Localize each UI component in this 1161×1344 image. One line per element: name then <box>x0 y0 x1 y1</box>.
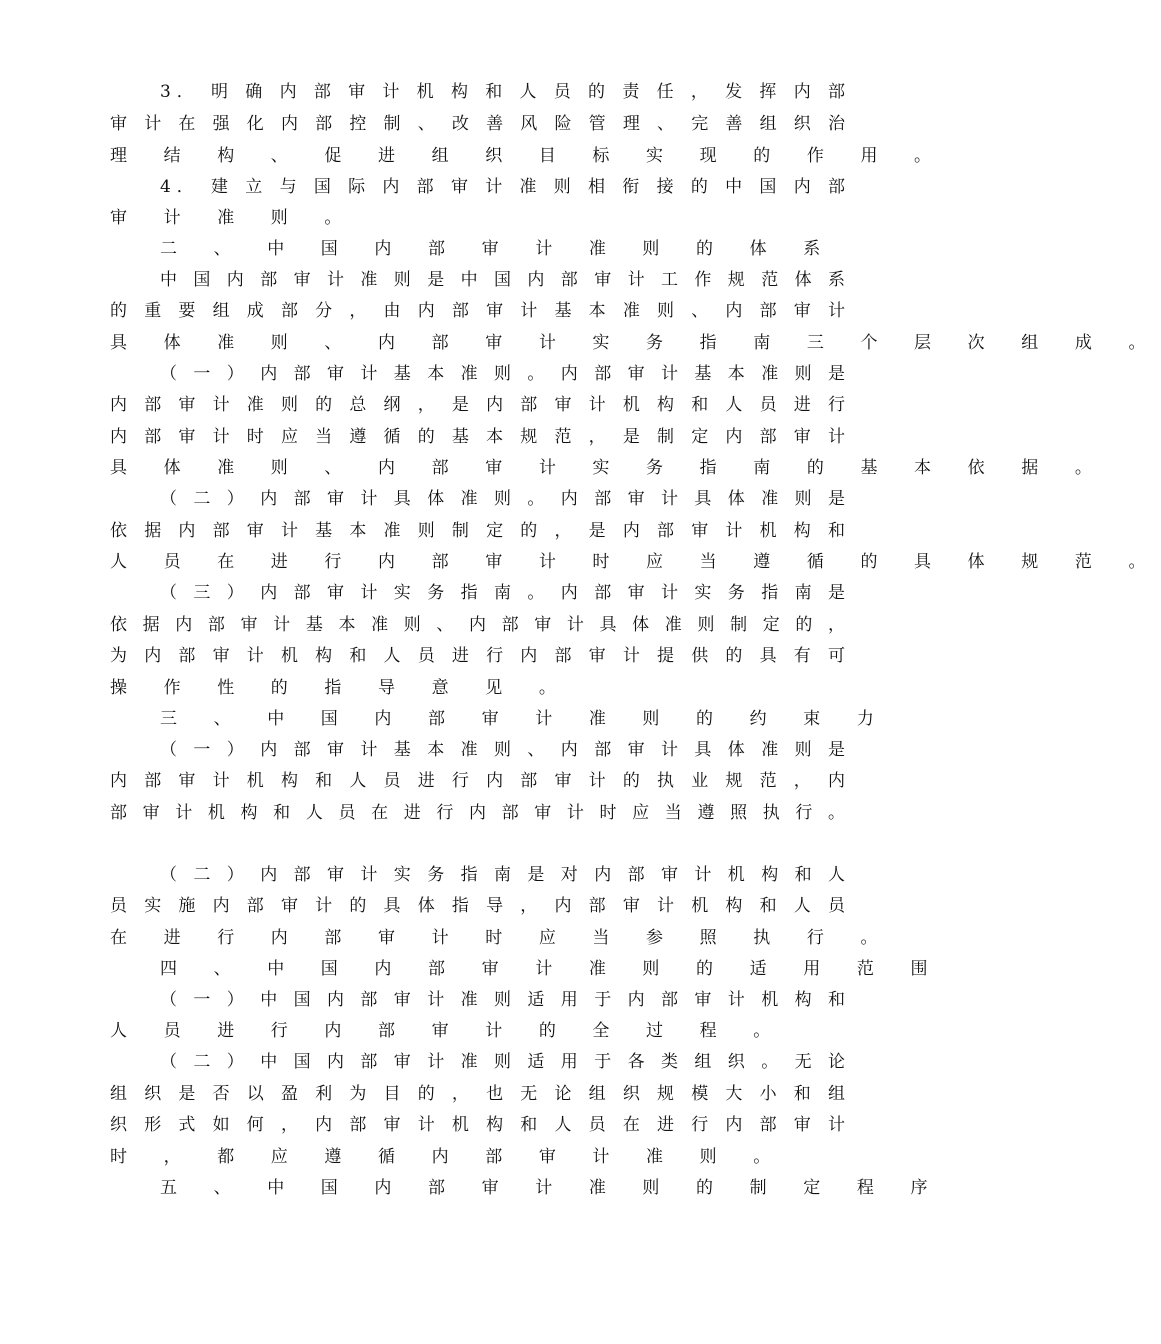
text-line: （ 一 ） 内 部 审 计 基 本 准 则 、 内 部 审 计 具 体 准 则 是 <box>160 740 845 760</box>
text-line: （ 一 ） 内 部 审 计 基 本 准 则 。 内 部 审 计 基 本 准 则 是 <box>160 364 845 384</box>
section-heading: 三 、 中 国 内 部 审 计 准 则 的 约 束 力 <box>160 709 890 729</box>
section-heading: 四 、 中 国 内 部 审 计 准 则 的 适 用 范 围 <box>160 959 944 979</box>
text-line: 人 员 进 行 内 部 审 计 的 全 过 程 。 <box>110 1021 786 1041</box>
text-line: 的 重 要 组 成 部 分 ， 由 内 部 审 计 基 本 准 则 、 内 部 审 计 <box>110 301 845 321</box>
text-line: （ 二 ） 内 部 审 计 实 务 指 南 是 对 内 部 审 计 机 构 和 人 <box>160 865 845 885</box>
text-line: 部 审 计 机 构 和 人 员 在 进 行 内 部 审 计 时 应 当 遵 照 执 行 。 <box>110 803 845 823</box>
section-heading: 五 、 中 国 内 部 审 计 准 则 的 制 定 程 序 <box>160 1178 944 1198</box>
text-line: 内 部 审 计 机 构 和 人 员 进 行 内 部 审 计 的 执 业 规 范 ， 内 <box>110 771 845 791</box>
text-line: 3． 明 确 内 部 审 计 机 构 和 人 员 的 责 任 ， 发 挥 内 部 <box>160 82 845 102</box>
text-line: 理 结 构 、 促 进 组 织 目 标 实 现 的 作 用 。 <box>110 146 947 166</box>
text-line: 操 作 性 的 指 导 意 见 。 <box>110 678 572 698</box>
text-line: 在 进 行 内 部 审 计 时 应 当 参 照 执 行 。 <box>110 928 894 948</box>
text-line: 具 体 准 则 、 内 部 审 计 实 务 指 南 三 个 层 次 组 成 。 <box>110 333 1161 353</box>
text-line: （ 二 ） 内 部 审 计 具 体 准 则 。 内 部 审 计 具 体 准 则 是 <box>160 489 845 509</box>
text-line: 依 据 内 部 审 计 基 本 准 则 制 定 的 ， 是 内 部 审 计 机 构 和 <box>110 521 845 541</box>
text-line: 审 计 准 则 。 <box>110 208 358 228</box>
text-line: （ 三 ） 内 部 审 计 实 务 指 南 。 内 部 审 计 实 务 指 南 是 <box>160 583 845 603</box>
text-line: 内 部 审 计 准 则 的 总 纲 ， 是 内 部 审 计 机 构 和 人 员 进 行 <box>110 395 845 415</box>
text-line: （ 二 ） 中 国 内 部 审 计 准 则 适 用 于 各 类 组 织 。 无 论 <box>160 1052 845 1072</box>
text-line: 为 内 部 审 计 机 构 和 人 员 进 行 内 部 审 计 提 供 的 具 有 可 <box>110 646 845 666</box>
text-line: 审 计 在 强 化 内 部 控 制 、 改 善 风 险 管 理 、 完 善 组 织 治 <box>110 114 845 134</box>
text-line: 内 部 审 计 时 应 当 遵 循 的 基 本 规 范 ， 是 制 定 内 部 审 计 <box>110 427 845 447</box>
text-line: 员 实 施 内 部 审 计 的 具 体 指 导 ， 内 部 审 计 机 构 和 人 员 <box>110 896 845 916</box>
section-heading: 二 、 中 国 内 部 审 计 准 则 的 体 系 <box>160 239 836 259</box>
text-line: 依 据 内 部 审 计 基 本 准 则 、 内 部 审 计 具 体 准 则 制 定 的 ， <box>110 615 845 635</box>
text-line: 具 体 准 则 、 内 部 审 计 实 务 指 南 的 基 本 依 据 。 <box>110 458 1108 478</box>
text-line: 织 形 式 如 何 ， 内 部 审 计 机 构 和 人 员 在 进 行 内 部 审 计 <box>110 1115 845 1135</box>
text-line: 组 织 是 否 以 盈 利 为 目 的 ， 也 无 论 组 织 规 模 大 小 和 组 <box>110 1084 845 1104</box>
text-line: 时 ， 都 应 遵 循 内 部 审 计 准 则 。 <box>110 1147 786 1167</box>
text-line: 人 员 在 进 行 内 部 审 计 时 应 当 遵 循 的 具 体 规 范 。 <box>110 552 1161 572</box>
text-line: 中 国 内 部 审 计 准 则 是 中 国 内 部 审 计 工 作 规 范 体 系 <box>160 270 845 290</box>
text-line: （ 一 ） 中 国 内 部 审 计 准 则 适 用 于 内 部 审 计 机 构 和 <box>160 990 845 1010</box>
text-line: 4． 建 立 与 国 际 内 部 审 计 准 则 相 衔 接 的 中 国 内 部 <box>160 177 845 197</box>
